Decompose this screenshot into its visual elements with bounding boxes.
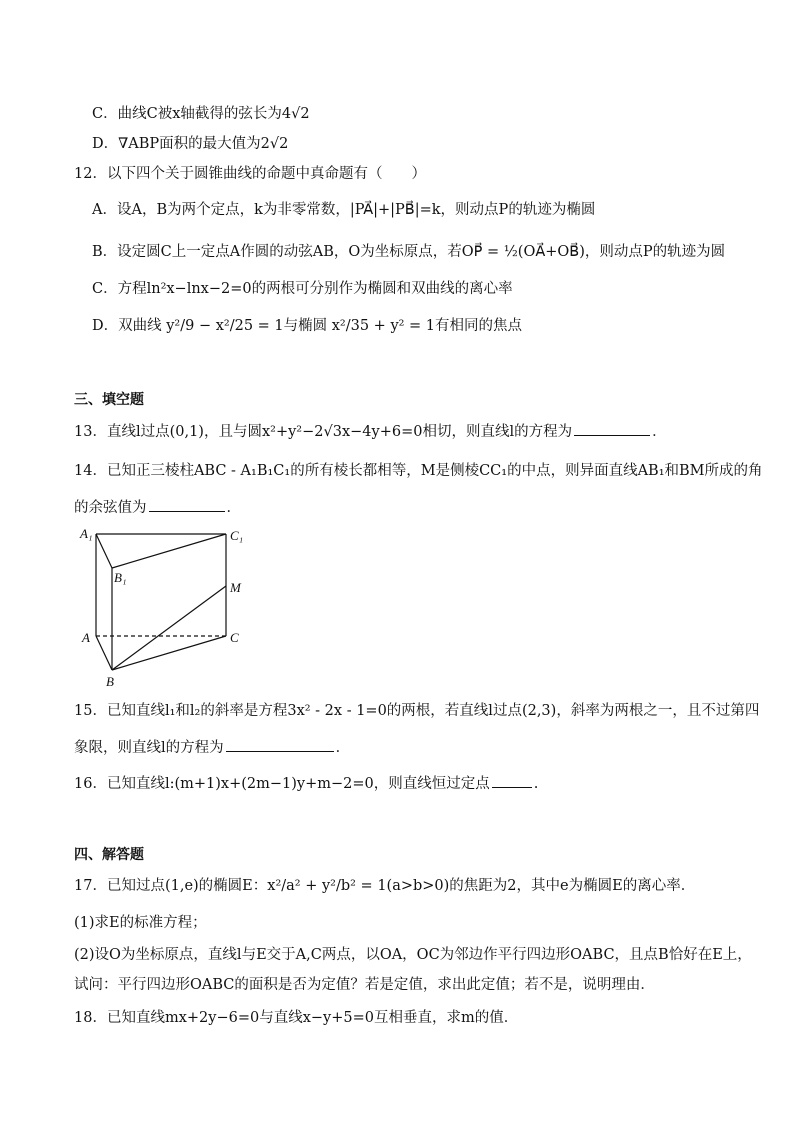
label-C: C (230, 630, 239, 645)
option-d-q12: D．双曲线 y²/9 − x²/25 = 1与椭圆 x²/35 + y² = 1有相同的焦点 (92, 318, 523, 334)
question-17-part2: (2)设O为坐标原点，直线l与E交于A,C两点，以OA，OC为邻边作平行四边形OABC，且点B恰好在E上， (74, 947, 752, 963)
question-18: 18．已知直线mx+2y−6=0与直线x−y+5=0互相垂直，求m的值． (74, 1010, 519, 1026)
question-13: 13．直线l过点(0,1)，且与圆x²+y²−2√3x−4y+6=0相切，则直线l的方程为 ． (74, 421, 667, 442)
question-15-line2: 象限，则直线l的方程为 ． (74, 737, 350, 758)
answer-blank (492, 773, 532, 788)
question-14-line2: 的余弦值为 ． (74, 497, 241, 518)
edge-A1-B1 (96, 534, 112, 568)
question-14-line1: 14．已知正三棱柱ABC - A₁B₁C₁的所有棱长都相等，M是侧棱CC₁的中点，则异面直线AB₁和BM所成的角 (74, 463, 763, 479)
question-16: 16．已知直线l:(m+1)x+(2m−1)y+m−2=0，则直线恒过定点 . (74, 773, 538, 794)
question-12: 12．以下四个关于圆锥曲线的命题中真命题有（ ） (74, 166, 426, 182)
option-c-q11: C．曲线C被x轴截得的弦长为4√2 (92, 106, 310, 122)
label-M: M (230, 580, 241, 595)
question-17-line1: 17．已知过点(1,e)的椭圆E：x²/a² + y²/b² = 1(a>b>0)的焦距为2，其中e为椭圆E的离心率． (74, 878, 696, 894)
answer-blank (574, 421, 650, 436)
label-B1: B₁ (114, 570, 127, 585)
section-heading-solutions: 四、解答题 (74, 847, 144, 863)
prism-figure (74, 520, 254, 690)
question-17-part2-cont: 试问：平行四边形OABC的面积是否为定值？若是定值，求出此定值；若不是，说明理由． (74, 977, 655, 993)
edge-B1-C1 (112, 534, 226, 568)
question-17-part1: (1)求E的标准方程； (74, 915, 207, 931)
edge-B-C (112, 636, 226, 670)
segment-B-M (112, 586, 226, 670)
label-A1: A₁ (80, 526, 93, 541)
option-b-q12: B．设定圆C上一定点A作圆的动弦AB，O为坐标原点，若OP⃗ = ½(OA⃗+OB⃗)，则动点P的轨迹为圆 (92, 244, 726, 260)
label-C1: C₁ (230, 528, 244, 543)
answer-blank (226, 737, 334, 752)
edge-A-B (96, 636, 112, 670)
option-c-q12: C．方程ln²x−lnx−2=0的两根可分别作为椭圆和双曲线的离心率 (92, 281, 513, 297)
question-15-line1: 15．已知直线l₁和l₂的斜率是方程3x² - 2x - 1=0的两根，若直线l过点(2,3)，斜率为两根之一，且不过第四 (74, 703, 760, 719)
option-a-q12: A．设A，B为两个定点，k为非零常数，|PA⃗|+|PB⃗|=k，则动点P的轨迹为椭圆 (92, 202, 596, 218)
answer-blank (149, 497, 225, 512)
option-d-q11: D．∇ABP面积的最大值为2√2 (92, 136, 289, 152)
label-A: A (82, 630, 90, 645)
label-B: B (106, 674, 114, 689)
section-heading-fill-blank: 三、填空题 (74, 392, 144, 408)
